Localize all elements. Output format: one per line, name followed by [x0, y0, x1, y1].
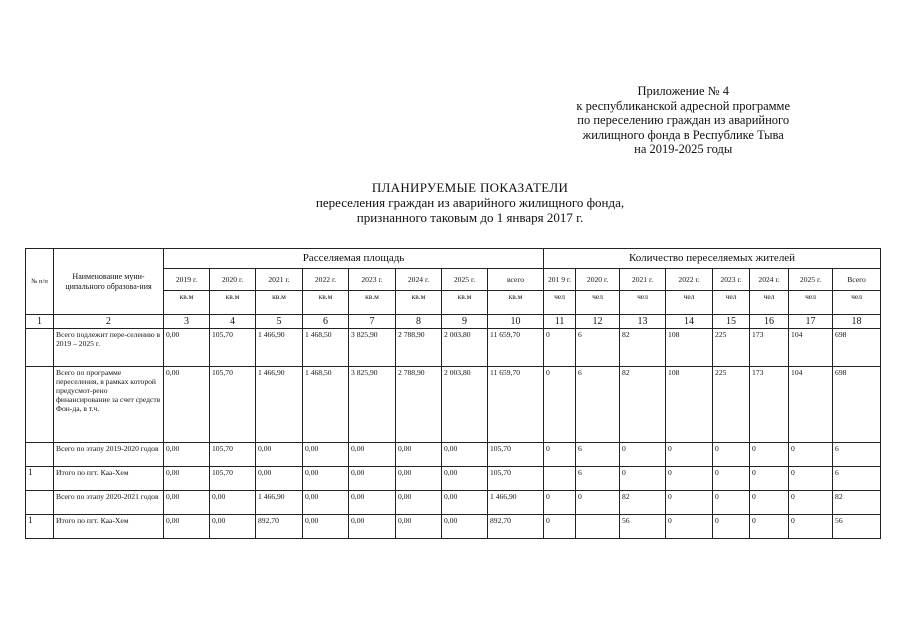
cell-people-value: 0 [750, 491, 789, 515]
column-number: 1 [26, 315, 54, 329]
cell-area-value: 3 825,90 [349, 367, 396, 443]
table-row [26, 443, 881, 467]
header-people-year: 2023 г. [713, 269, 750, 291]
cell-area-value: 105,70 [488, 467, 544, 491]
cell-people-value: 0 [576, 491, 620, 515]
row-name: Всего по программе переселения, в рамках которой предусмот-рено финансирование за счет средств Фон-да, в т.ч. [54, 367, 164, 443]
cell-people-value: 108 [666, 367, 713, 443]
cell-area-value: 0,00 [164, 443, 210, 467]
header-area-year: всего [488, 269, 544, 291]
cell-area-value: 0,00 [442, 515, 488, 539]
row-name: Всего по этапу 2020-2021 годов [54, 491, 164, 515]
cell-area-value: 11 659,70 [488, 367, 544, 443]
header-name: Наименование муни-ципального образова-ния [54, 249, 164, 315]
cell-people-value: 698 [833, 367, 881, 443]
header-area-year: 2025 г. [442, 269, 488, 291]
cell-people-value: 0 [620, 443, 666, 467]
header-area-year: 2021 г. [256, 269, 303, 291]
column-number: 11 [544, 315, 576, 329]
cell-people-value: 0 [789, 443, 833, 467]
cell-area-value: 0,00 [164, 491, 210, 515]
cell-area-value: 0,00 [396, 515, 442, 539]
cell-people-value: 0 [713, 467, 750, 491]
header-people-year: 201 9 г. [544, 269, 576, 291]
column-number: 12 [576, 315, 620, 329]
cell-area-value: 2 788,90 [396, 367, 442, 443]
cell-area-value: 1 468,50 [303, 329, 349, 367]
cell-people-value: 0 [750, 443, 789, 467]
cell-people-value: 6 [576, 367, 620, 443]
appendix-line-5: на 2019-2025 годы [634, 142, 733, 156]
cell-people-value: 56 [833, 515, 881, 539]
cell-people-value: 6 [833, 443, 881, 467]
cell-area-value: 0,00 [164, 515, 210, 539]
cell-people-value: 0 [544, 443, 576, 467]
cell-people-value: 0 [750, 467, 789, 491]
unit-area: кв.м [210, 291, 256, 315]
cell-people-value: 698 [833, 329, 881, 367]
cell-area-value: 0,00 [442, 467, 488, 491]
header-area-year: 2024 г. [396, 269, 442, 291]
column-number: 17 [789, 315, 833, 329]
table-row [26, 329, 881, 367]
cell-area-value: 0,00 [256, 467, 303, 491]
table-row [26, 367, 881, 443]
cell-people-value: 108 [666, 329, 713, 367]
cell-area-value: 1 466,90 [256, 329, 303, 367]
cell-people-value: 0 [789, 491, 833, 515]
header-num: № п/п [26, 249, 54, 315]
header-area-group: Расселяемая площадь [164, 249, 544, 269]
cell-people-value: 0 [544, 367, 576, 443]
cell-people-value: 0 [666, 515, 713, 539]
cell-area-value: 892,70 [488, 515, 544, 539]
cell-people-value: 104 [789, 367, 833, 443]
row-index [26, 443, 54, 467]
header-people-year: 2021 г. [620, 269, 666, 291]
cell-area-value: 0,00 [303, 467, 349, 491]
column-number: 5 [256, 315, 303, 329]
unit-people: чел [620, 291, 666, 315]
column-number: 10 [488, 315, 544, 329]
title-line-3: признанного таковым до 1 января 2017 г. [356, 210, 584, 225]
cell-area-value: 105,70 [210, 467, 256, 491]
cell-people-value: 82 [620, 329, 666, 367]
header-people-year: 2025 г. [789, 269, 833, 291]
cell-people-value: 0 [544, 515, 576, 539]
cell-area-value: 0,00 [210, 515, 256, 539]
cell-people-value: 6 [833, 467, 881, 491]
column-number: 2 [54, 315, 164, 329]
column-number: 15 [713, 315, 750, 329]
unit-people: чел [750, 291, 789, 315]
cell-people-value: 0 [666, 443, 713, 467]
unit-area: кв.м [442, 291, 488, 315]
table-row [26, 491, 881, 515]
appendix-line-3: по переселению граждан из аварийного [577, 113, 790, 127]
row-name: Итого по пгт. Каа-Хем [54, 515, 164, 539]
table-row [26, 467, 881, 491]
cell-people-value: 0 [620, 467, 666, 491]
cell-people-value [544, 467, 576, 491]
unit-people: чел [576, 291, 620, 315]
unit-people: чел [544, 291, 576, 315]
indicators-table [25, 248, 881, 539]
unit-people: чел [789, 291, 833, 315]
cell-area-value: 1 468,50 [303, 367, 349, 443]
cell-people-value: 173 [750, 329, 789, 367]
cell-people-value: 0 [544, 329, 576, 367]
cell-area-value: 0,00 [164, 367, 210, 443]
cell-area-value: 0,00 [303, 491, 349, 515]
cell-area-value: 0,00 [303, 515, 349, 539]
cell-area-value: 1 466,90 [256, 491, 303, 515]
header-people-group: Количество переселяемых жителей [544, 249, 881, 269]
cell-area-value: 0,00 [442, 491, 488, 515]
column-number: 4 [210, 315, 256, 329]
row-name: Итого по пгт. Каа-Хем [54, 467, 164, 491]
header-area-year: 2020 г. [210, 269, 256, 291]
cell-area-value: 0,00 [396, 443, 442, 467]
cell-area-value: 1 466,90 [256, 367, 303, 443]
appendix-line-2: к республиканской адресной программе [576, 98, 790, 113]
cell-area-value: 1 466,90 [488, 491, 544, 515]
cell-area-value: 2 003,80 [442, 367, 488, 443]
cell-people-value: 82 [833, 491, 881, 515]
column-number: 7 [349, 315, 396, 329]
cell-people-value: 0 [666, 467, 713, 491]
cell-people-value: 0 [789, 515, 833, 539]
cell-area-value: 3 825,90 [349, 329, 396, 367]
unit-area: кв.м [164, 291, 210, 315]
table-row [26, 515, 881, 539]
cell-people-value: 225 [713, 329, 750, 367]
cell-area-value: 2 003,80 [442, 329, 488, 367]
unit-area: кв.м [349, 291, 396, 315]
cell-people-value: 6 [576, 443, 620, 467]
cell-area-value: 2 788,90 [396, 329, 442, 367]
header-people-year: Всего [833, 269, 881, 291]
row-index [26, 329, 54, 367]
row-index: 1 [26, 467, 54, 491]
cell-area-value: 0,00 [256, 443, 303, 467]
document-title [250, 180, 690, 225]
cell-area-value: 105,70 [210, 367, 256, 443]
cell-people-value: 0 [713, 491, 750, 515]
cell-area-value: 0,00 [164, 467, 210, 491]
cell-people-value: 173 [750, 367, 789, 443]
cell-area-value: 0,00 [349, 443, 396, 467]
column-number: 9 [442, 315, 488, 329]
cell-people-value: 0 [713, 515, 750, 539]
cell-area-value: 105,70 [488, 443, 544, 467]
appendix-line-4: жилищного фонда в Республике Тыва [582, 127, 784, 142]
unit-area: кв.м [396, 291, 442, 315]
cell-area-value: 105,70 [210, 443, 256, 467]
cell-area-value: 11 659,70 [488, 329, 544, 367]
cell-people-value [576, 515, 620, 539]
column-number: 16 [750, 315, 789, 329]
cell-people-value: 6 [576, 467, 620, 491]
unit-people: чел [713, 291, 750, 315]
column-number: 14 [666, 315, 713, 329]
unit-people: чел [666, 291, 713, 315]
header-people-year: 2022 г. [666, 269, 713, 291]
column-number: 13 [620, 315, 666, 329]
cell-area-value: 0,00 [349, 467, 396, 491]
header-area-year: 2019 г. [164, 269, 210, 291]
unit-area: кв.м [303, 291, 349, 315]
cell-people-value: 0 [750, 515, 789, 539]
cell-area-value: 0,00 [303, 443, 349, 467]
title-line-2: переселения граждан из аварийного жилищного фонда, [315, 195, 625, 210]
cell-area-value: 0,00 [396, 491, 442, 515]
header-people-year: 2020 г. [576, 269, 620, 291]
cell-area-value: 0,00 [349, 515, 396, 539]
cell-area-value: 0,00 [396, 467, 442, 491]
unit-area: кв.м [488, 291, 544, 315]
cell-people-value: 82 [620, 491, 666, 515]
appendix-line-1: Приложение № 4 [637, 84, 729, 98]
cell-area-value: 105,70 [210, 329, 256, 367]
appendix-header [576, 84, 790, 157]
cell-area-value: 0,00 [349, 491, 396, 515]
row-index [26, 491, 54, 515]
title-line-1: ПЛАНИРУЕМЫЕ ПОКАЗАТЕЛИ [371, 180, 569, 195]
cell-area-value: 0,00 [442, 443, 488, 467]
column-number: 3 [164, 315, 210, 329]
cell-people-value: 0 [713, 443, 750, 467]
cell-people-value: 0 [789, 467, 833, 491]
unit-area: кв.м [256, 291, 303, 315]
cell-people-value: 0 [666, 491, 713, 515]
cell-people-value: 225 [713, 367, 750, 443]
header-people-year: 2024 г. [750, 269, 789, 291]
unit-people: чел [833, 291, 881, 315]
cell-people-value: 0 [544, 491, 576, 515]
column-number: 8 [396, 315, 442, 329]
cell-area-value: 892,70 [256, 515, 303, 539]
row-index [26, 367, 54, 443]
row-name: Всего подлежит пере-селению в 2019 – 2025 г. [54, 329, 164, 367]
column-number: 6 [303, 315, 349, 329]
header-area-year: 2023 г. [349, 269, 396, 291]
header-area-year: 2022 г. [303, 269, 349, 291]
row-index: 1 [26, 515, 54, 539]
cell-people-value: 6 [576, 329, 620, 367]
cell-people-value: 56 [620, 515, 666, 539]
cell-area-value: 0,00 [164, 329, 210, 367]
cell-area-value: 0,00 [210, 491, 256, 515]
cell-people-value: 104 [789, 329, 833, 367]
row-name: Всего по этапу 2019-2020 годов [54, 443, 164, 467]
cell-people-value: 82 [620, 367, 666, 443]
column-number: 18 [833, 315, 881, 329]
